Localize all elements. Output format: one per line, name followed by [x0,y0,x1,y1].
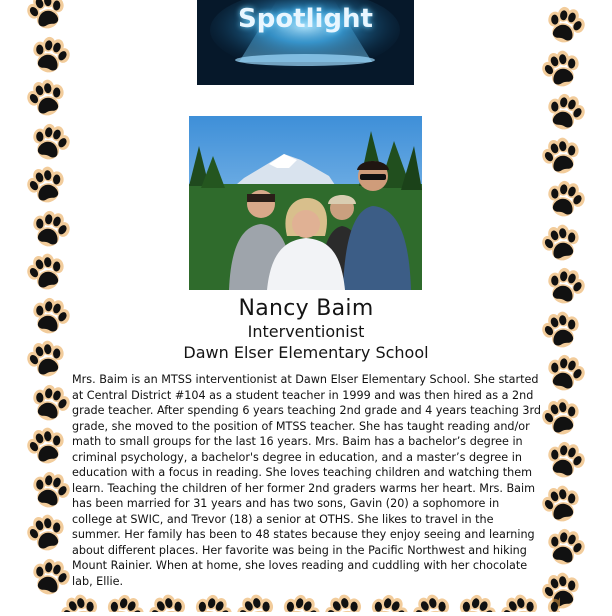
paw-print-icon [26,118,75,167]
paw-print-icon [494,594,545,612]
paw-print-icon [22,0,71,36]
paw-print-icon [22,423,71,472]
staff-name: Nancy Baim [238,296,374,321]
paw-print-icon [538,594,560,612]
paw-print-icon [537,132,586,181]
family-photo [189,116,422,290]
staff-spotlight-banner [197,0,414,85]
paw-print-icon [541,176,590,225]
paw-print-icon [537,219,586,268]
school-name: Dawn Elser Elementary School [183,343,429,362]
paw-print-icon [26,466,75,515]
paw-print-icon [22,510,71,559]
paw-border-bottom [60,594,560,612]
paw-print-icon [142,594,193,612]
paw-print-icon [22,162,71,211]
banner-title: Spotlight [237,4,373,34]
staff-role: Interventionist [247,322,365,341]
paw-print-icon [230,594,281,612]
paw-print-icon [406,594,457,612]
paw-print-icon [541,89,590,138]
paw-print-icon [537,45,586,94]
paw-print-icon [26,31,75,80]
paw-print-icon [541,524,590,573]
paw-print-icon [60,594,106,612]
staff-bio: Mrs. Baim is an MTSS interventionist at Dawn Elser Elementary School. She started at Central District #104 as a student teacher in 1999 and was then hired as a 2nd grade teacher. After spending 6 years teaching 2nd grade and 4 years teaching 3rd grade, she moved to the position of MTSS teacher. She has taught reading and/or math to small groups for the last 16 years. Mrs. Baim has a bachelor’s degree in criminal psychology, a bachelor's degree in education, and a master’s degree in education with a focus in reading. She loves teaching children and watching them learn. Teaching the children of her former 2nd graders warms her heart. Mrs. Baim has been married for 31 years and has two sons, Gavin (20) a sophomore in college at SWIC, and Trevor (18) a senior at OTHS. She likes to travel in the summer. Her family has been to 48 states because they enjoy seeing and learning about different places. Her favorite was being in the Pacific Northwest and hiking Mount Rainier. When at home, she loves reading and cuddling with her chocolate lab, Ellie. [72,373,541,588]
paw-print-icon [537,480,586,529]
paw-print-icon [537,393,586,442]
paw-print-icon [541,2,590,51]
paw-print-icon [26,379,75,428]
paw-print-icon [22,249,71,298]
paw-print-icon [22,75,71,124]
paw-print-icon [26,205,75,254]
paw-print-icon [541,437,590,486]
paw-print-icon [318,594,369,612]
